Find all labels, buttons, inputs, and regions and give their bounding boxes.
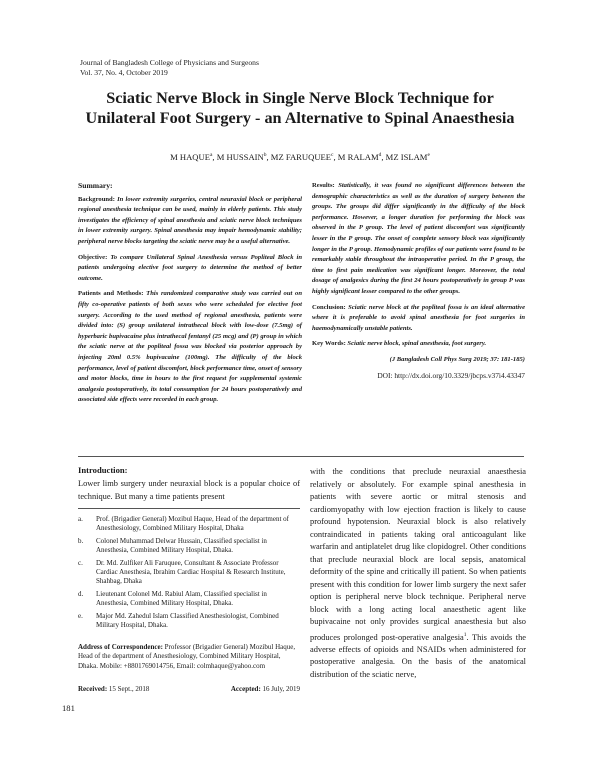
objective-text: To compare Unilateral Spinal Anesthesia versus Popliteal Block in patients undergoing elective foot surgery to determine the method of better outcome. bbox=[78, 253, 302, 282]
footnote-divider bbox=[78, 508, 300, 509]
received-date: Received: 15 Sept., 2018 bbox=[78, 685, 150, 693]
conclusion-label: Conclusion: bbox=[312, 303, 346, 311]
journal-header bbox=[80, 58, 259, 77]
author-list: M HAQUE$^a$, M HUSSAIN$^b$, MZ FARUQUEE$^c$, M RALAM$^d$, MZ ISLAM$^e$ bbox=[170, 152, 430, 162]
citation: (J Bangladesh Coll Phys Surg 2019; 37: 181-185) bbox=[389, 355, 525, 363]
author: M HAQUE$^a$ bbox=[170, 152, 213, 162]
affiliations bbox=[78, 515, 300, 633]
introduction-right-text: with the conditions that preclude neuraxial anaesthesia relatively or absolutely. For example spinal anesthesia in patients with severe aortic or mitral stenosis and cardiomyopathy with low ejection fraction is likely to cause profound hypotension. Neuraxial block is also relatively contraindicated in patients taking oral anticoagulant like warfarin and antiplatelet drug like clopidogrel. Other conditions that preclude neuraxial block are local sepsis, anatomical deformity of the spine and critically ill patient. So when patients present with this condition for lower limb surgery the next safer option is peripheral nerve block technique. Peripheral nerve block with a long acting local anaesthetic agent like bupivacaine not only provides surgical anaesthesia but also produces prolonged post-operative analgesia$^1$. This avoids the adverse effects of opioids and NSAIDs when administered for postoperative analgesia. On the basis of the anatomical distribution of the sciatic nerve, bbox=[310, 467, 526, 679]
abstract-left-column bbox=[78, 181, 302, 411]
section-divider bbox=[78, 456, 524, 457]
objective-label: Objective: bbox=[78, 253, 108, 261]
introduction-left-text: Lower limb surgery under neuraxial block is a popular choice of technique. But many a time patients present bbox=[78, 479, 300, 501]
conclusion-text: Sciatic nerve block at the popliteal fossa is an ideal alternative where it is preferable to avoid spinal anesthesia for foot surgeries in haemodynamically unstable patients. bbox=[312, 303, 525, 332]
objective-paragraph bbox=[78, 253, 302, 285]
accepted-date: Accepted: 16 July, 2019 bbox=[230, 685, 300, 693]
keywords-label: Key Words: bbox=[312, 340, 346, 348]
keywords-text: Sciatic nerve block, spinal anesthesia, foot surgery. bbox=[347, 340, 487, 348]
results-paragraph bbox=[312, 181, 525, 298]
affiliation-item: c. Dr. Md. Zulfiker Ali Faruquee, Consultant & Associate Professor Cardiac Anesthesia, Ibrahim Cardiac Hospital & Research Institute, Shahbag, Dhaka bbox=[78, 558, 286, 586]
results-label: Results: bbox=[312, 182, 335, 189]
correspondence-label: Address of Correspondence: bbox=[78, 643, 163, 651]
reference-mark: 1 bbox=[463, 631, 467, 638]
author: M HUSSAIN$^b$ bbox=[216, 152, 267, 162]
affiliation-item: b. Colonel Muhammad Delwar Hussain, Classified specialist in Anesthesia, Combined Military Hospital, Dhaka. bbox=[78, 536, 267, 555]
keywords-paragraph bbox=[312, 339, 525, 350]
journal-name: Journal of Bangladesh College of Physicians and Surgeons bbox=[80, 58, 259, 67]
methods-paragraph bbox=[78, 289, 302, 406]
affiliation-item: e. Major Md. Zahedul Islam Classified Anesthesiologist, Combined Military Hospital, Dhaka. bbox=[78, 611, 279, 630]
author: M RALAM$^d$ bbox=[337, 152, 382, 162]
methods-label: Patients and Methods: bbox=[78, 290, 144, 298]
background-paragraph bbox=[78, 195, 302, 248]
summary-heading: Summary: bbox=[78, 181, 113, 190]
correspondence-text: Professor (Brigadier General) Mozibul Haque, Head of the department of Anesthesiology, Combined Military Hospital, Dhaka. Mobile: +8801769014756, Email: colmhaque@yahoo.com bbox=[78, 643, 296, 670]
article-title: Sciatic Nerve Block in Single Nerve Block Technique for Unilateral Foot Surgery - an Alternative to Spinal Anaesthesia bbox=[85, 89, 515, 127]
author: MZ FARUQUEE$^c$ bbox=[270, 152, 334, 162]
correspondence bbox=[78, 643, 300, 671]
affiliation-item: a. Prof. (Brigadier General) Mozibul Haque, Head of the department of Anesthesiology, Combined Military Hospital, Dhaka bbox=[78, 515, 290, 533]
results-text: Statistically, it was found no significant differences between the demographic characteristics as well as the duration of surgery between the groups. The groups did differ significantly in the difficulty of the block performance. However, a longer duration for performing the block was observed in the P group. The level of patient discomfort was significantly lesser in the P group. The onset of complete sensory block was significantly longer in the P group. Hemodynamic profiles of our patients were found to be remarkably stable throughout the intraoperative period. In the P group, the time to first pain medication was significant longer. Moreover, the total dosage of analgesics during the first 24 hours postoperatively in group P was highly significant lesser compared to the other groups. bbox=[312, 182, 526, 295]
abstract-right-column bbox=[312, 181, 525, 386]
introduction-heading: Introduction: bbox=[78, 465, 128, 475]
page-number: 181 bbox=[62, 703, 75, 713]
doi-link[interactable]: DOI: http://dx.doi.org/10.3329/jbcps.v37i4.43347 bbox=[377, 370, 525, 380]
conclusion-paragraph bbox=[312, 303, 525, 335]
journal-issue: Vol. 37, No. 4, October 2019 bbox=[80, 67, 168, 77]
background-text: In lower extremity surgeries, central neuraxial block or peripheral regional anesthesia technique can be used, mainly in elderly patients. This study investigates the efficiency of spinal anesthesia and sciatic nerve block techniques in lower extremity surgery. Spinal anesthesia may impair hemodynamic stability; peripheral nerve blocks targeting the sciatic nerve may be a useful alternative. bbox=[78, 195, 302, 245]
article-dates bbox=[78, 685, 300, 693]
author: MZ ISLAM$^e$ bbox=[385, 152, 430, 162]
methods-text: This randomized comparative study was carried out on fifty co-operative patients of both sexes who were scheduled for elective foot surgery. According to the used method of regional anesthesia, patients were divided into: (S) group unilateral intrathecal block with low-dose (7.5mg) of hyperbaric bupivacaine plus intrathecal fentanyl (25 mcg) and (P) group in which the sciatic nerve at the popliteal fossa was blocked via posterior approach by injecting 20ml 0.5% bupivacaine (100mg). The difficulty of the block performance, level of patient discomfort, block performance time, onset of sensory and motor blocks, time in hours to the first request for supplemental systemic analgesia postoperatively, its total consumption for 24 hours postoperatively and associated side effects were recorded in each group. bbox=[78, 290, 303, 404]
affiliation-item: d. Lieutenant Colonel Md. Rabiul Alam, Classified specialist in Anesthesia, Combined Military Hospital, Dhaka. bbox=[78, 589, 267, 608]
background-label: Background: bbox=[78, 195, 115, 203]
